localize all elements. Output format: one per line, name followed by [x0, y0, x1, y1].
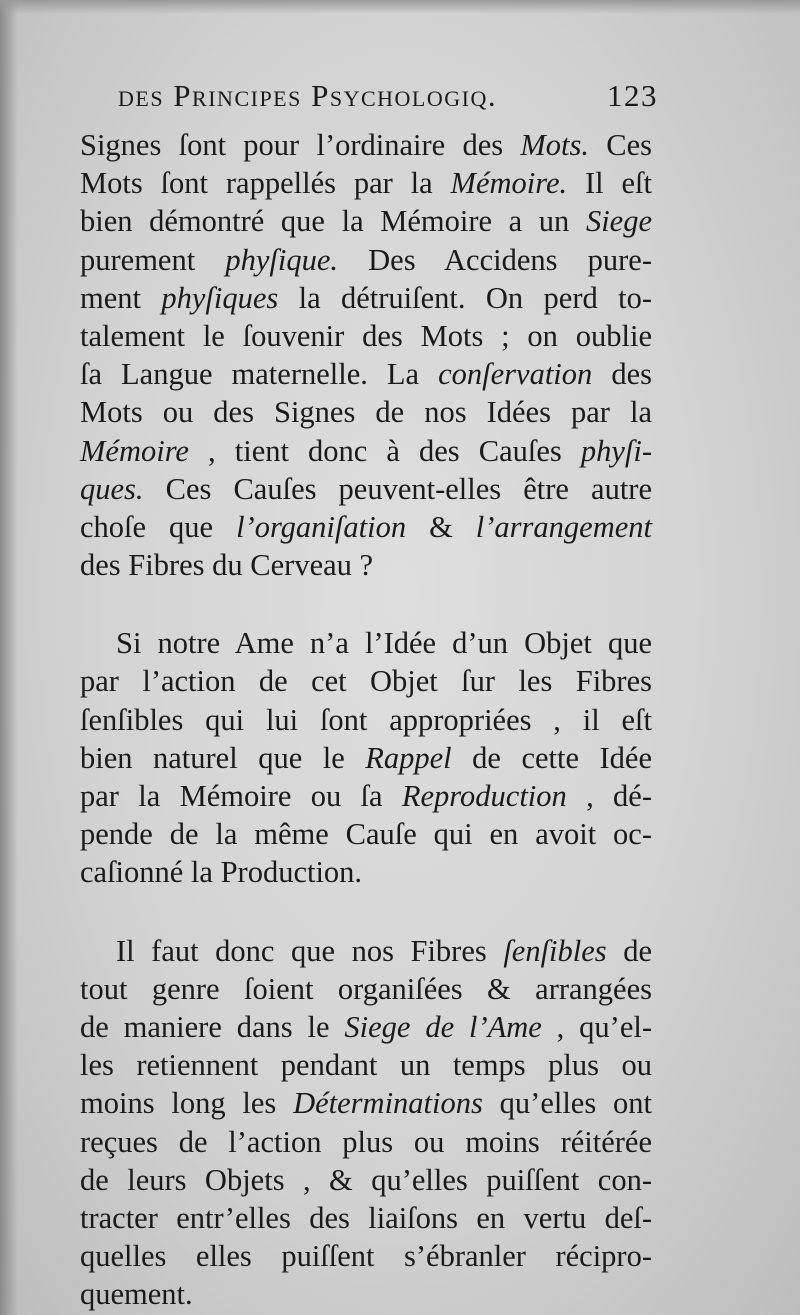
paragraph [80, 624, 652, 891]
text-span: par la Mémoire ou ſa [80, 779, 402, 813]
text-span: & [406, 509, 476, 544]
italic-text: phyſique. [225, 242, 338, 277]
text-line [80, 662, 652, 700]
text-span: par l’action de cet Objet ſur les Fibres [80, 664, 652, 699]
italic-text: Mots. [520, 128, 589, 162]
text-span: Ces Cauſes peuvent-elles être autre [143, 471, 652, 506]
text-line [80, 624, 652, 662]
text-span: quelles elles puiſſent s’ébranler récipro- [80, 1239, 652, 1274]
italic-text: conſervation [438, 357, 593, 392]
text-line [80, 815, 652, 853]
text-line [80, 546, 652, 584]
text-line [80, 279, 652, 317]
text-span: purement [80, 242, 226, 277]
text-line [80, 241, 652, 279]
text-line [80, 470, 652, 508]
text-line [80, 393, 652, 431]
paragraph [80, 126, 652, 584]
text-line [80, 202, 652, 240]
text-line [80, 1199, 652, 1237]
italic-text: phyſi- [580, 433, 652, 468]
text-span: , dé- [566, 779, 652, 813]
text-line [80, 1123, 652, 1161]
text-line [80, 164, 652, 202]
italic-text: Mémoire. [450, 166, 568, 201]
text-span: ſa Langue maternelle. La [80, 357, 439, 392]
text-line [80, 932, 652, 970]
text-span: ſenſibles qui lui ſont appropriées , il eſt [80, 702, 652, 737]
text-line [80, 432, 652, 470]
text-line [80, 355, 652, 393]
paragraph-gap [80, 584, 652, 624]
text-span: quement. [80, 1277, 193, 1312]
text-line [80, 508, 652, 546]
paragraph-gap [80, 892, 652, 932]
text-line [80, 701, 652, 739]
text-line [80, 126, 652, 164]
italic-text: Mémoire [80, 433, 189, 468]
text-span: , qu’el- [541, 1009, 653, 1044]
text-span: Des Accidens pure- [337, 242, 652, 277]
text-span: Si notre Ame n’a l’Idée d’un Objet que [116, 626, 652, 661]
text-span: ment [80, 280, 162, 315]
text-span: caſionné la Production. [80, 855, 363, 890]
text-line [80, 1046, 652, 1084]
italic-text: phyſiques [161, 280, 279, 315]
text-line [80, 853, 652, 891]
italic-text: ques. [80, 471, 144, 506]
text-span: talement le ſouvenir des Mots ; on oublie [80, 318, 652, 353]
text-line [80, 1237, 652, 1275]
text-span: des Fibres du Cerveau ? [80, 548, 374, 583]
text-span: qu’elles ont [482, 1086, 652, 1121]
text-line [80, 317, 652, 355]
text-span: des [592, 357, 652, 392]
italic-text: Siege de l’Ame [344, 1009, 542, 1044]
text-span: , tient donc à des Cauſes [188, 433, 581, 468]
text-span: tracter entr’elles des liaiſons en vertu deſ- [80, 1200, 652, 1235]
page-number: 123 [607, 78, 658, 113]
text-span: bien démontré que la Mémoire a un [80, 204, 586, 239]
text-span: Il faut donc que nos Fibres [116, 933, 504, 968]
text-span: tout genre ſoient organiſées & arrangées [80, 971, 652, 1006]
text-span: Mots ſont rappellés par la [80, 166, 451, 201]
body-text [80, 126, 652, 1313]
text-span: pende de la même Cauſe qui en avoit oc- [80, 817, 652, 852]
text-line [80, 1084, 652, 1122]
text-line [80, 739, 652, 777]
text-span: reçues de l’action plus ou moins réitérée [80, 1124, 652, 1159]
text-span: de leurs Objets , & qu’elles puiſſent con- [80, 1162, 652, 1197]
text-span: de maniere dans le [80, 1009, 345, 1044]
text-span: la détruiſent. On perd to- [278, 280, 652, 315]
italic-text: Rappel [365, 740, 452, 775]
text-span: bien naturel que le [80, 740, 366, 775]
italic-text: l’organiſation [236, 509, 407, 544]
paragraph [80, 932, 652, 1314]
running-head [118, 78, 658, 122]
text-span: moins long les [80, 1086, 294, 1121]
text-span: de [606, 933, 652, 968]
text-line [80, 1161, 652, 1199]
text-span: Ces [589, 128, 653, 162]
italic-text: Reproduction [401, 779, 567, 813]
text-span: de cette Idée [451, 740, 652, 775]
text-line [80, 1008, 652, 1046]
text-line [80, 970, 652, 1008]
text-span: les retiennent pendant un temps plus ou [80, 1048, 652, 1083]
text-span: Il eſt [567, 166, 653, 201]
italic-text: Siege [585, 204, 652, 239]
running-head-title: des Principes Psychologiq. [118, 78, 498, 113]
italic-text: l’arrangement [475, 509, 652, 544]
text-span: Mots ou des Signes de nos Idées par la [80, 395, 652, 430]
text-line [80, 1275, 652, 1313]
italic-text: Déterminations [293, 1086, 483, 1121]
text-span: Signes ſont pour l’ordinaire des [80, 128, 521, 162]
italic-text: ſenſibles [503, 933, 607, 968]
text-span: choſe que [80, 509, 237, 544]
text-line [80, 777, 652, 815]
